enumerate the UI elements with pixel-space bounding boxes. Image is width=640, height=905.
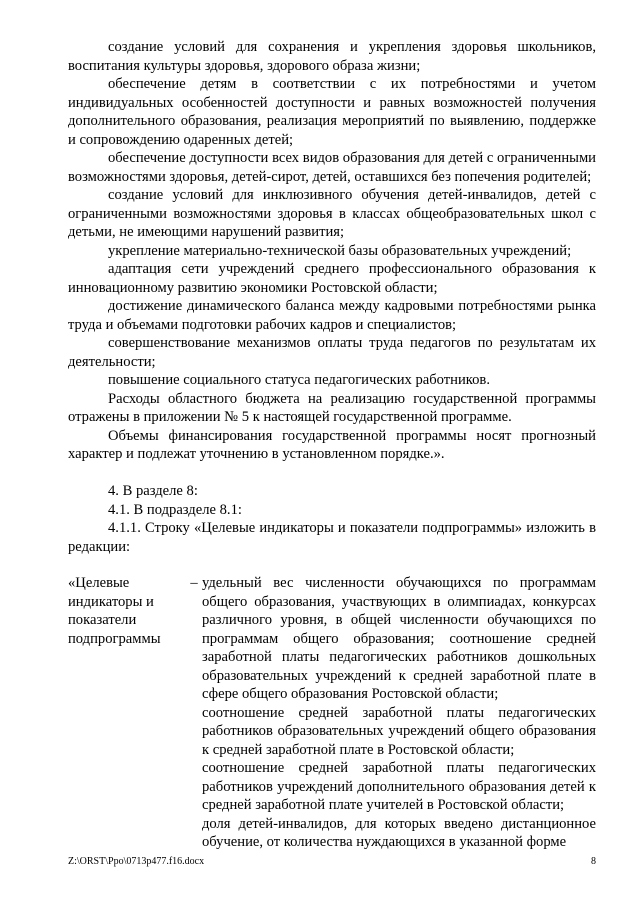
table-label-line: «Целевые: [68, 575, 130, 591]
table-value-paragraph: удельный вес численности обучающихся по программам общего образования, участвующих в олимпиадах, конкурсах различного уровня, в общей численности обучающихся по программам общего образования; соотношение средней заработной платы педагогических работников дошкольных образовательных учреждений к средней заработной плате в сфере общего образования Ростовской области;: [202, 575, 596, 702]
paragraph: совершенствование механизмов оплаты труда педагогов по результатам их деятельности;: [68, 335, 596, 370]
paragraph: достижение динамического баланса между кадровыми потребностями рынка труда и объемами подготовки рабочих кадров и специалистов;: [68, 298, 596, 333]
paragraph: Расходы областного бюджета на реализацию государственной программы отражены в приложении № 5 к настоящей государственной программе.: [68, 390, 596, 425]
table-label-line: показатели: [68, 612, 137, 628]
paragraph: адаптация сети учреждений среднего профессионального образования к инновационному развитию экономики Ростовской области;: [68, 261, 596, 296]
table-value-cell: [202, 574, 596, 852]
spacer: [68, 464, 596, 483]
table-label-line: индикаторы и: [68, 593, 154, 610]
indicators-table: [68, 574, 596, 852]
document-body: [68, 38, 596, 852]
footer-page-number: 8: [591, 856, 596, 867]
section-heading: 4. В разделе 8:: [108, 483, 198, 499]
instruction-paragraph: 4.1.1. Строку «Целевые индикаторы и показатели подпрограммы» изложить в редакции:: [68, 520, 596, 555]
table-dash: –: [190, 575, 198, 591]
table-value-paragraph: соотношение средней заработной платы педагогических работников образовательных учреждений общего образования к средней заработной плате в Ростовской области;: [202, 704, 596, 758]
paragraph: создание условий для сохранения и укрепления здоровья школьников, воспитания культуры здоровья, здорового образа жизни;: [68, 39, 596, 74]
subsection-heading: 4.1. В подразделе 8.1:: [108, 501, 242, 518]
paragraph: создание условий для инклюзивного обучения детей-инвалидов, детей с ограниченными возможностями здоровья в классах общеобразовательных школ с детьми, не имеющими нарушений развития;: [68, 187, 596, 240]
table-value-paragraph: соотношение средней заработной платы педагогических работников учреждений дополнительного образования детей к средней заработной плате учителей в Ростовской области;: [202, 760, 596, 813]
paragraph: обеспечение доступности всех видов образования для детей с ограниченными возможностями здоровья, детей-сирот, детей, оставшихся без попечения родителей;: [68, 150, 596, 185]
footer-file-path: Z:\ORST\Ppo\0713p477.f16.docx: [68, 856, 205, 867]
page-footer: [68, 856, 596, 867]
table-label-cell: [68, 574, 186, 852]
table-value-paragraph: доля детей-инвалидов, для которых введено дистанционное обучение, от количества нуждающихся в указанной форме: [202, 815, 596, 850]
paragraph: укрепление материально-технической базы образовательных учреждений;: [108, 242, 572, 259]
paragraph: Объемы финансирования государственной программы носят прогнозный характер и подлежат уточнению в установленном порядке.».: [68, 427, 596, 462]
table-label-line: подпрограммы: [68, 630, 161, 647]
paragraph: обеспечение детям в соответствии с их потребностями и учетом индивидуальных особенностей доступности и равных возможностей получения дополнительного образования, реализация мероприятий по выявлению, поддержке и сопровождению одаренных детей;: [68, 76, 596, 148]
paragraph: повышение социального статуса педагогических работников.: [108, 372, 490, 388]
